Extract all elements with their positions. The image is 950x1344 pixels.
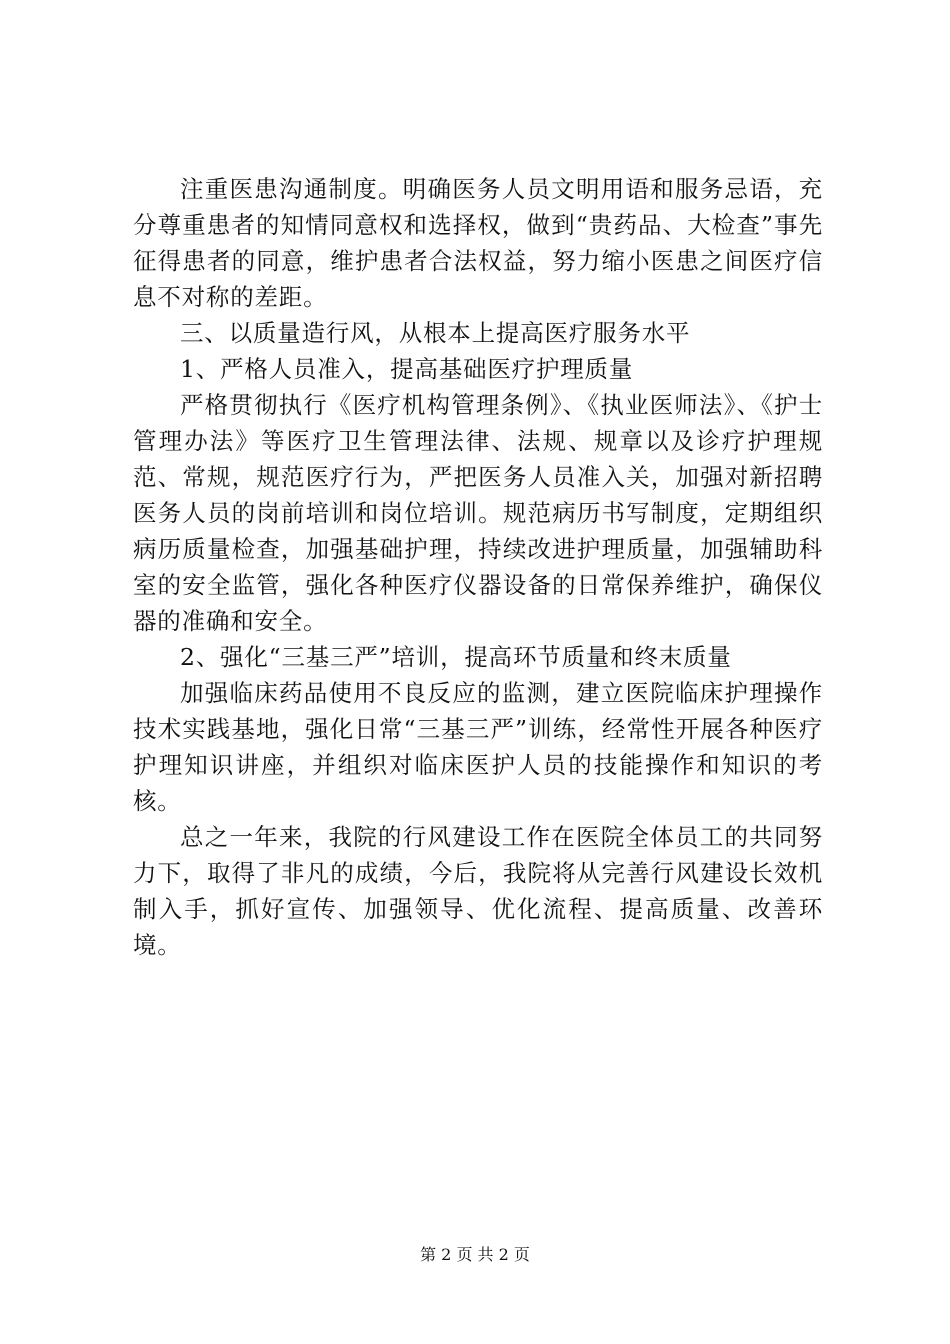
paragraph-summary: 总之一年来，我院的行风建设工作在医院全体员工的共同努力下，取得了非凡的成绩，今后，我院将从完善行风建设长效机制入手，抓好宣传、加强领导、优化流程、提高质量、改善环境。 xyxy=(133,823,823,959)
page-footer: 第 2 页 共 2 页 xyxy=(420,1245,530,1264)
paragraph-doctor-patient-communication: 注重医患沟通制度。明确医务人员文明用语和服务忌语，充分尊重患者的知情同意权和选择权，做到“贵药品、大检查”事先征得患者的同意，维护患者合法权益，努力缩小医患之间医疗信息不对称的差距。 xyxy=(133,175,823,311)
paragraph-regulations: 严格贯彻执行《医疗机构管理条例》、《执业医师法》、《护士管理办法》等医疗卫生管理法律、法规、规章以及诊疗护理规范、常规，规范医疗行为，严把医务人员准入关，加强对新招聘医务人员的岗前培训和岗位培训。规范病历书写制度，定期组织病历质量检查，加强基础护理，持续改进护理质量，加强辅助科室的安全监管，强化各种医疗仪器设备的日常保养维护，确保仪器的准确和安全。 xyxy=(133,391,823,635)
paragraph-clinical-monitoring: 加强临床药品使用不良反应的监测，建立医院临床护理操作技术实践基地，强化日常“三基三严”训练，经常性开展各种医疗护理知识讲座，并组织对临床医护人员的技能操作和知识的考核。 xyxy=(133,679,823,815)
subheading-three-basics-training: 2、强化“三基三严”培训，提高环节质量和终末质量 xyxy=(180,643,732,671)
section-heading-quality: 三、以质量造行风，从根本上提高医疗服务水平 xyxy=(180,319,691,347)
subheading-personnel-access: 1、严格人员准入，提高基础医疗护理质量 xyxy=(180,355,634,383)
document-body xyxy=(133,171,823,963)
